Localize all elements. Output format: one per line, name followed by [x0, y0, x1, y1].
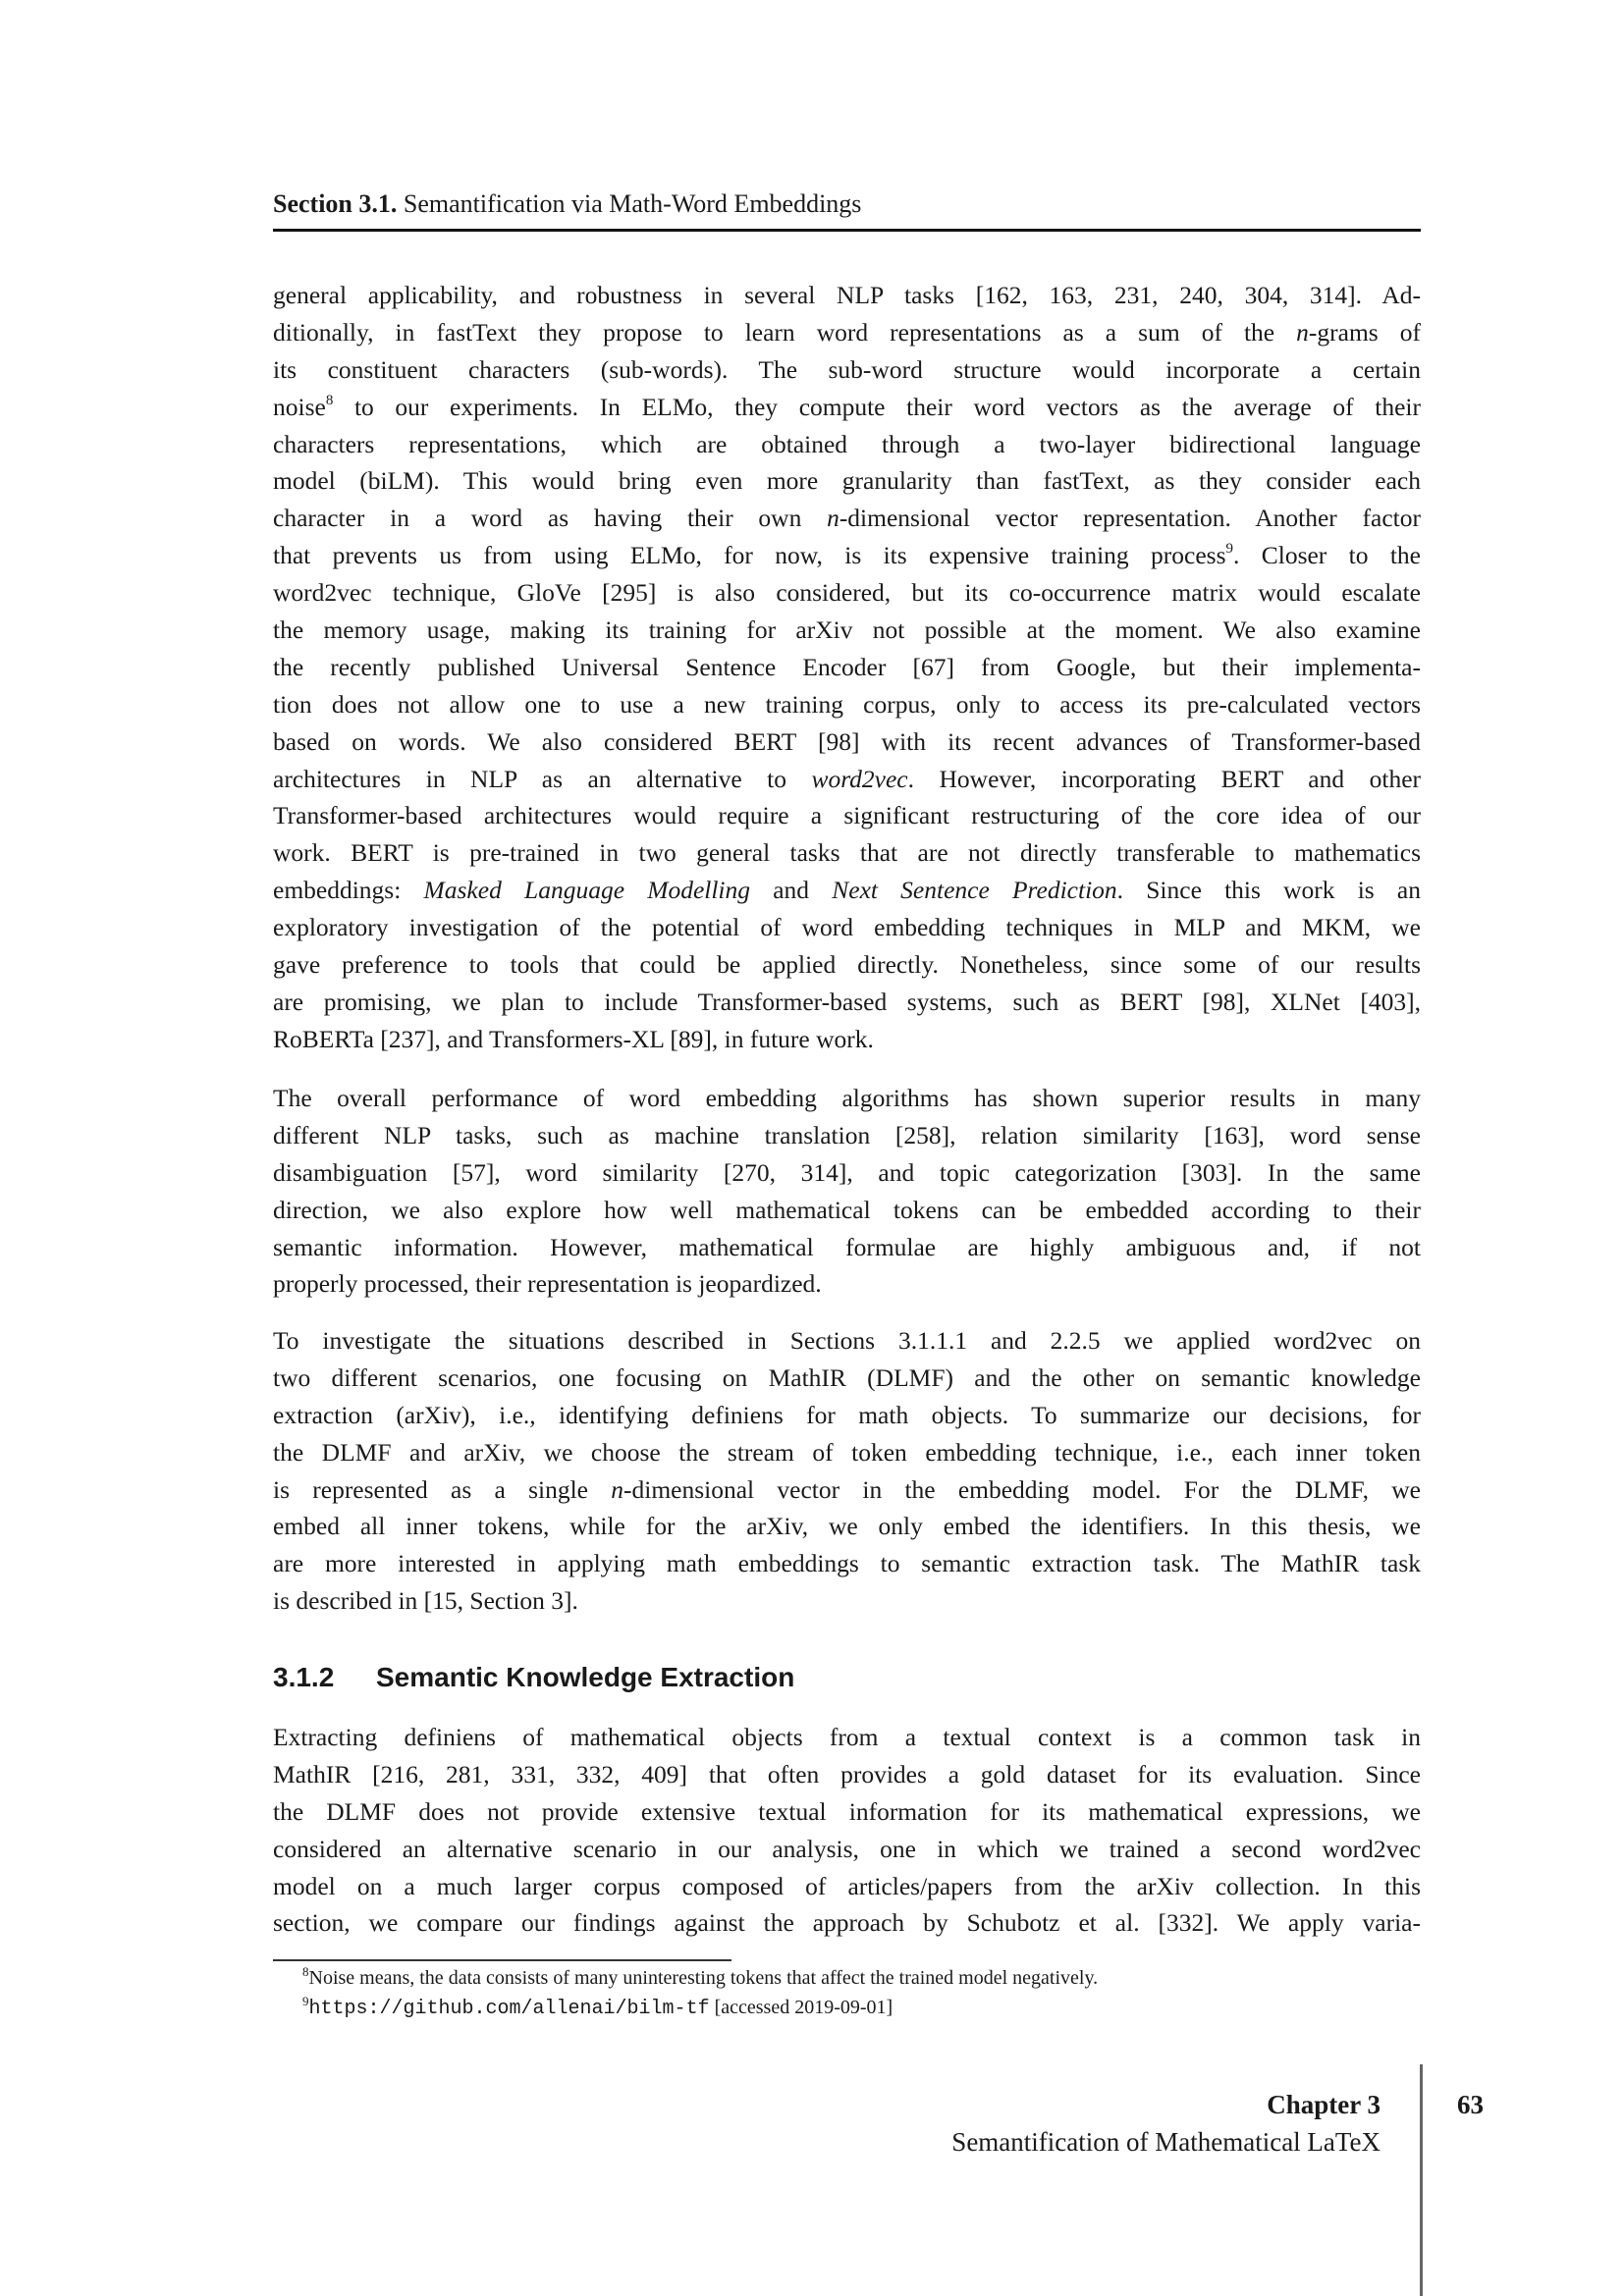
running-header: [273, 189, 861, 219]
text-line: [273, 574, 1421, 612]
footnote-link[interactable]: https://github.com/allenai/bilm-tf: [308, 1998, 710, 2020]
text-line: [273, 1397, 1421, 1434]
italic-text: n: [611, 1474, 623, 1504]
text-line: [273, 1904, 1421, 1942]
text-run[interactable]: to our experiments. In ELMo, they compute their word vectors as the average of their: [333, 392, 1421, 421]
subsection-heading: [273, 1662, 794, 1693]
text-line: [273, 1831, 1421, 1868]
text-run[interactable]: . However, incorporating BERT and other: [907, 764, 1422, 793]
text-line: [273, 1229, 1421, 1266]
text-run[interactable]: -dimensional vector representation. Another factor: [839, 504, 1421, 533]
text-line: [273, 797, 1421, 834]
text-run[interactable]: -dimensional vector in the embedding model. For the DLMF, we: [623, 1474, 1421, 1504]
text-line: [273, 277, 1421, 314]
text-run[interactable]: model on a much larger corpus composed of articles/papers from the arXiv collection. In this: [273, 1871, 1421, 1900]
section-title: Semantification via Math-Word Embeddings: [403, 189, 862, 218]
text-line: [273, 1360, 1421, 1397]
footer-divider: [1420, 2064, 1423, 2296]
text-line: [273, 909, 1421, 946]
text-line: [273, 1265, 1421, 1303]
text-line: [273, 351, 1421, 389]
footnote-ref[interactable]: 8: [325, 392, 334, 408]
text-run[interactable]: The overall performance of word embedding algorithms has shown superior results in many: [273, 1084, 1421, 1112]
text-run[interactable]: the DLMF does not provide extensive textual information for its mathematical expressions, we: [273, 1796, 1421, 1826]
footnote-mark: 8: [302, 1964, 309, 1979]
text-run[interactable]: -grams of: [1308, 317, 1421, 347]
italic-text: Next Sentence Prediction: [832, 876, 1117, 905]
section-label: Section 3.1.: [273, 189, 398, 218]
text-run[interactable]: the recently published Universal Sentence Encoder [67] from Google, but their implementa-: [273, 652, 1421, 681]
text-line: [273, 1471, 1421, 1509]
text-run[interactable]: extraction (arXiv), i.e., identifying definiens for math objects. To summarize our decisions, for: [273, 1400, 1421, 1429]
subsection-title: Semantic Knowledge Extraction: [376, 1662, 795, 1692]
text-line: [273, 389, 1421, 426]
text-line: [273, 723, 1421, 761]
text-line: [273, 649, 1421, 686]
chapter-title: Semantification of Mathematical LaTeX: [951, 2127, 1380, 2157]
paragraph: [273, 1322, 1421, 1620]
italic-text: word2vec: [811, 764, 908, 793]
text-line: [273, 1545, 1421, 1582]
text-run[interactable]: model (biLM). This would bring even more granularity than fastText, as they consider each: [273, 466, 1421, 496]
text-line: [273, 1080, 1421, 1117]
text-line: [273, 872, 1421, 909]
text-run[interactable]: work. BERT is pre-trained in two general tasks that are not directly transferable to mathematics: [273, 838, 1421, 868]
text-run[interactable]: architectures in NLP as an alternative to: [273, 764, 812, 793]
text-run[interactable]: . Since this work is an: [1116, 876, 1421, 905]
italic-text: Masked Language Modelling: [423, 876, 751, 905]
text-line: [273, 537, 1421, 574]
text-run[interactable]: different NLP tasks, such as machine translation [258], relation similarity [163], word sense: [273, 1120, 1421, 1149]
text-run[interactable]: Extracting definiens of mathematical objects from a textual context is a common task in: [273, 1723, 1421, 1751]
text-run[interactable]: based on words. We also considered BERT [98] with its recent advances of Transformer-based: [273, 726, 1421, 756]
text-run[interactable]: the memory usage, making its training for arXiv not possible at the moment. We also examine: [273, 615, 1421, 645]
footnote-ref[interactable]: 9: [1225, 541, 1233, 558]
text-line: [273, 1508, 1421, 1545]
footnote-rule: [273, 1959, 731, 1961]
text-line: [273, 984, 1421, 1021]
text-run[interactable]: ditionally, in fastText they propose to learn word representations as a sum of the: [273, 317, 1297, 347]
page-number: 63: [1457, 2090, 1484, 2119]
text-line: [273, 1582, 1421, 1620]
text-run[interactable]: embed all inner tokens, while for the arXiv, we only embed the identifiers. In this thesis, we: [273, 1512, 1421, 1541]
text-line: [273, 946, 1421, 984]
text-line: [273, 314, 1421, 351]
text-line: [273, 1719, 1421, 1756]
footnote-mark: 9: [302, 1994, 309, 2008]
paragraph: [273, 277, 1421, 1058]
footnote-text: Noise means, the data consists of many uninteresting tokens that affect the trained model negatively.: [308, 1967, 1099, 1989]
text-run[interactable]: the DLMF and arXiv, we choose the stream of token embedding technique, i.e., each inner token: [273, 1437, 1421, 1467]
text-run[interactable]: embeddings:: [273, 876, 424, 905]
text-line: [273, 500, 1421, 537]
text-run[interactable]: is represented as a single: [273, 1474, 612, 1504]
text-run[interactable]: . Closer to the: [1233, 541, 1421, 570]
text-run[interactable]: To investigate the situations described in Sections 3.1.1.1 and 2.2.5 we applied word2vec on: [273, 1326, 1421, 1355]
text-line: [273, 1154, 1421, 1192]
text-line: [273, 1793, 1421, 1831]
subsection-number: 3.1.2: [273, 1662, 335, 1692]
text-run[interactable]: general applicability, and robustness in several NLP tasks [162, 163, 231, 240, 304, 314]. Ad-: [273, 281, 1421, 309]
text-run[interactable]: are more interested in applying math embeddings to semantic extraction task. The MathIR task: [273, 1549, 1421, 1578]
text-run[interactable]: and: [750, 876, 833, 905]
footnote-text: [accessed 2019-09-01]: [709, 1997, 893, 2018]
chapter-label: Chapter 3: [1267, 2090, 1380, 2119]
text-run[interactable]: direction, we also explore how well mathematical tokens can be embedded according to their: [273, 1195, 1421, 1224]
text-line: [273, 834, 1421, 872]
text-run[interactable]: its constituent characters (sub-words). The sub-word structure would incorporate a certain: [273, 354, 1421, 384]
text-run[interactable]: character in a word as having their own: [273, 504, 828, 533]
paragraph: [273, 1719, 1421, 1942]
italic-text: n: [827, 504, 839, 533]
header-rule: [273, 229, 1421, 232]
text-run[interactable]: noise: [273, 392, 326, 421]
text-line: [273, 1434, 1421, 1471]
text-line: [273, 612, 1421, 649]
text-run[interactable]: section, we compare our findings against the approach by Schubotz et al. [332]. We apply varia-: [273, 1908, 1421, 1938]
text-run[interactable]: are promising, we plan to include Transformer-based systems, such as BERT [98], XLNet [403],: [273, 987, 1421, 1016]
text-run[interactable]: is described in [15, Section 3].: [273, 1586, 578, 1616]
text-line: [273, 686, 1421, 723]
text-line: [273, 1192, 1421, 1229]
footnote-9: [302, 1994, 893, 2020]
text-run[interactable]: disambiguation [57], word similarity [270, 314], and topic categorization [303]. In the same: [273, 1157, 1421, 1187]
text-run[interactable]: that prevents us from using ELMo, for now, is its expensive training process: [273, 541, 1226, 570]
italic-text: n: [1296, 317, 1309, 347]
paragraph: [273, 1080, 1421, 1303]
text-run[interactable]: tion does not allow one to use a new training corpus, only to access its pre-calculated vectors: [273, 689, 1421, 719]
text-run[interactable]: characters representations, which are obtained through a two-layer bidirectional language: [273, 429, 1421, 458]
text-run[interactable]: considered an alternative scenario in our analysis, one in which we trained a second word2vec: [273, 1834, 1421, 1863]
text-line: [273, 1117, 1421, 1154]
text-line: [273, 1021, 1421, 1058]
text-line: [273, 426, 1421, 463]
text-run[interactable]: semantic information. However, mathematical formulae are highly ambiguous and, if not: [273, 1232, 1421, 1261]
text-line: [273, 462, 1421, 500]
chapter-footer: [951, 2086, 1380, 2161]
text-run[interactable]: Transformer-based architectures would require a significant restructuring of the core idea of our: [273, 801, 1421, 830]
text-run[interactable]: properly processed, their representation is jeopardized.: [273, 1269, 822, 1299]
text-run[interactable]: word2vec technique, GloVe [295] is also considered, but its co-occurrence matrix would escalate: [273, 578, 1421, 608]
text-line: [273, 1868, 1421, 1905]
text-run[interactable]: exploratory investigation of the potential of word embedding techniques in MLP and MKM, we: [273, 913, 1421, 942]
text-run[interactable]: RoBERTa [237], and Transformers-XL [89], in future work.: [273, 1024, 874, 1053]
text-line: [273, 1322, 1421, 1360]
text-run[interactable]: two different scenarios, one focusing on MathIR (DLMF) and the other on semantic knowledge: [273, 1362, 1421, 1392]
text-line: [273, 761, 1421, 798]
footnote-8: [302, 1964, 1099, 1990]
text-run[interactable]: MathIR [216, 281, 331, 332, 409] that often provides a gold dataset for its evaluation. Since: [273, 1759, 1421, 1789]
text-line: [273, 1756, 1421, 1793]
text-run[interactable]: gave preference to tools that could be applied directly. Nonetheless, since some of our results: [273, 950, 1421, 980]
